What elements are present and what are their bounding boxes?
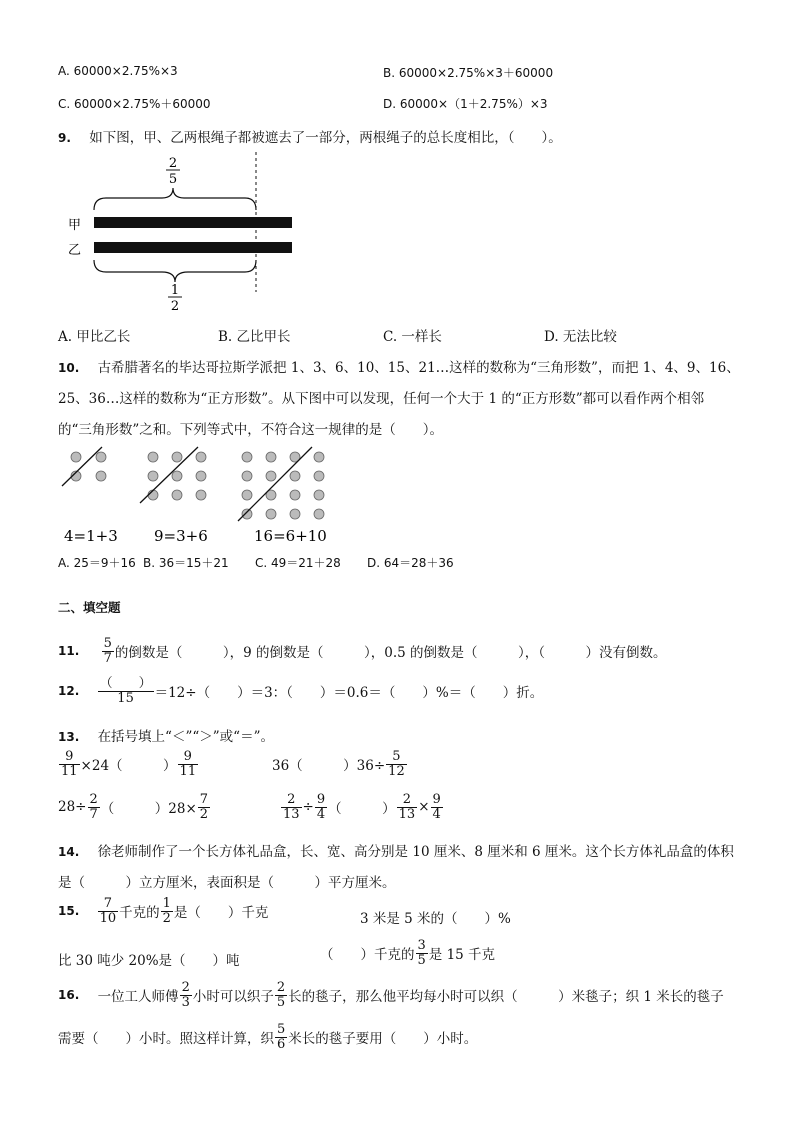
dots-2x2 [62, 447, 106, 486]
question-text: 在括号填上“＜”“＞”或“＝”。 [97, 729, 274, 745]
rope-yi [94, 242, 292, 253]
question-10-line1 [58, 356, 740, 376]
question-15-part2: 3 米是 5 米的（ ）% [360, 911, 511, 927]
question-16-line2: 需要（ ）小时。照这样计算，织 $\frac{5}{6}$ 米长的毯子要用（ ）小时。 [58, 1022, 478, 1052]
question-16-line1: 16. 一位工人师傅 $\frac{2}{3}$ 小时可以织子 $\frac{2}{5}$ 长的毯子，那么他平均每小时可以织（ ）米毯子；织 1 米长的毯子 [58, 980, 724, 1010]
top-frac-numerator: 2 [168, 156, 178, 171]
equation-9: 9=3+6 [154, 527, 208, 545]
fraction: $\frac{5}{6}$ [277, 1022, 286, 1052]
label-yi: 乙 [68, 243, 82, 258]
dots-4x4 [238, 447, 324, 521]
question-10-line2: 25、36…这样的数称为“正方形数”。从下图中可以发现，任何一个大于 1 的“正方形数”都可以看作两个相邻 [58, 391, 705, 407]
q9-option-c: C. 一样长 [383, 329, 442, 345]
question-number: 12. [58, 684, 80, 699]
rope-jia [94, 217, 292, 228]
question-text: ＝12÷（ ）＝3：（ ）＝0.6＝（ ）%＝（ ）折。 [154, 685, 544, 702]
fraction: $\frac{9}{4}$ [432, 792, 441, 822]
question-text: 的倒数是（ ），9 的倒数是（ ），0.5 的倒数是（ ），（ ）没有倒数。 [114, 645, 667, 662]
question-text: 古希腊著名的毕达哥拉斯学派把 1、3、6、10、15、21…这样的数称为“三角形数”，而把 1、4、9、16、 [97, 360, 740, 376]
question-number: 14. [58, 845, 80, 859]
fraction: $\frac{3}{5}$ [417, 938, 426, 968]
q10-option-d: D. 64＝28＋36 [367, 556, 454, 570]
compare-row2-right: $\frac{2}{13}$ ÷ $\frac{9}{4}$ （ ） $\frac{2}{13}$ × $\frac{9}{4}$ [283, 792, 441, 822]
q9-option-d: D. 无法比较 [544, 329, 617, 345]
label-jia: 甲 [68, 218, 82, 233]
question-12 [58, 677, 543, 705]
fraction: $\frac{2}{5}$ [276, 980, 286, 1010]
fraction: $\frac{2}{13}$ [398, 792, 416, 822]
top-frac-denominator: 5 [168, 172, 178, 187]
fraction: $\frac{7}{10}$ [99, 896, 117, 926]
fraction: $\frac{9}{11}$ [179, 749, 197, 779]
option-b: B. 60000×2.75%×3＋60000 [383, 66, 554, 80]
bottom-frac-denominator: 2 [170, 299, 180, 314]
option-d: D. 60000×（1＋2.75%）×3 [383, 97, 548, 111]
equation-16: 16=6+10 [254, 527, 327, 545]
fraction: $\frac{( )}{15}$ [99, 676, 152, 706]
fraction: $\frac{2}{7}$ [89, 792, 98, 822]
q10-option-b: B. 36＝15＋21 [143, 556, 229, 570]
bottom-frac-numerator: 1 [170, 283, 180, 298]
equation-4: 4=1+3 [64, 527, 118, 545]
rope-diagram [60, 150, 320, 315]
fraction: $\frac{1}{2}$ [162, 896, 171, 926]
question-number: 10. [58, 361, 80, 375]
question-13 [58, 725, 274, 745]
question-number: 13. [58, 730, 80, 744]
section-title: 二、填空题 [58, 600, 121, 615]
compare-row1-left: $\frac{9}{11}$ ×24（ ） $\frac{9}{11}$ [61, 749, 197, 779]
dots-3x3 [140, 447, 206, 503]
question-14-line2: 是（ ）立方厘米，表面积是（ ）平方厘米。 [58, 875, 396, 891]
fraction: $\frac{9}{11}$ [61, 749, 78, 779]
question-15-part4: （ ）千克的 $\frac{3}{5}$ 是 15 千克 [320, 938, 496, 968]
q10-option-c: C. 49＝21＋28 [255, 556, 341, 570]
compare-row1-right: 36（ ）36÷ $\frac{5}{12}$ [272, 749, 405, 779]
question-number: 16. [58, 988, 80, 1003]
question-15-part3: 比 30 吨少 20%是（ ）吨 [58, 953, 240, 969]
fraction: $\frac{2}{3}$ [181, 980, 190, 1010]
dot-pattern-figure [58, 445, 348, 550]
question-number: 11. [58, 644, 80, 659]
q9-option-b: B. 乙比甲长 [218, 329, 291, 345]
question-9 [58, 126, 562, 146]
question-15: 15. $\frac{7}{10}$ 千克的 $\frac{1}{2}$ 是（ ）千克 [58, 896, 269, 926]
bottom-brace [94, 260, 256, 282]
fraction: $\frac{7}{2}$ [199, 792, 209, 822]
fraction: $\frac{9}{4}$ [316, 792, 326, 822]
compare-row2-left: 28÷ $\frac{2}{7}$ （ ）28× $\frac{7}{2}$ [58, 792, 209, 822]
option-c: C. 60000×2.75%＋60000 [58, 97, 211, 111]
question-14-line1 [58, 840, 734, 860]
fraction: $\frac{2}{13}$ [283, 792, 300, 822]
q9-option-a: A. 甲比乙长 [58, 329, 131, 345]
question-text: 如下图，甲、乙两根绳子都被遮去了一部分，两根绳子的总长度相比，（ ）。 [89, 130, 562, 146]
option-a: A. 60000×2.75%×3 [58, 64, 178, 78]
fraction: $\frac{5}{12}$ [388, 749, 405, 779]
question-11 [58, 637, 666, 665]
question-text: 徐老师制作了一个长方体礼品盒，长、宽、高分别是 10 厘米、8 厘米和 6 厘米。这个长方体礼品盒的体积 [97, 844, 734, 860]
q10-option-a: A. 25＝9＋16 [58, 556, 136, 570]
question-number: 9. [58, 131, 71, 145]
fraction: $\frac{5}{7}$ [103, 636, 112, 666]
top-brace [94, 188, 256, 210]
question-10-line3: 的“三角形数”之和。下列等式中，不符合这一规律的是（ ）。 [58, 422, 444, 438]
question-number: 15. [58, 904, 80, 919]
